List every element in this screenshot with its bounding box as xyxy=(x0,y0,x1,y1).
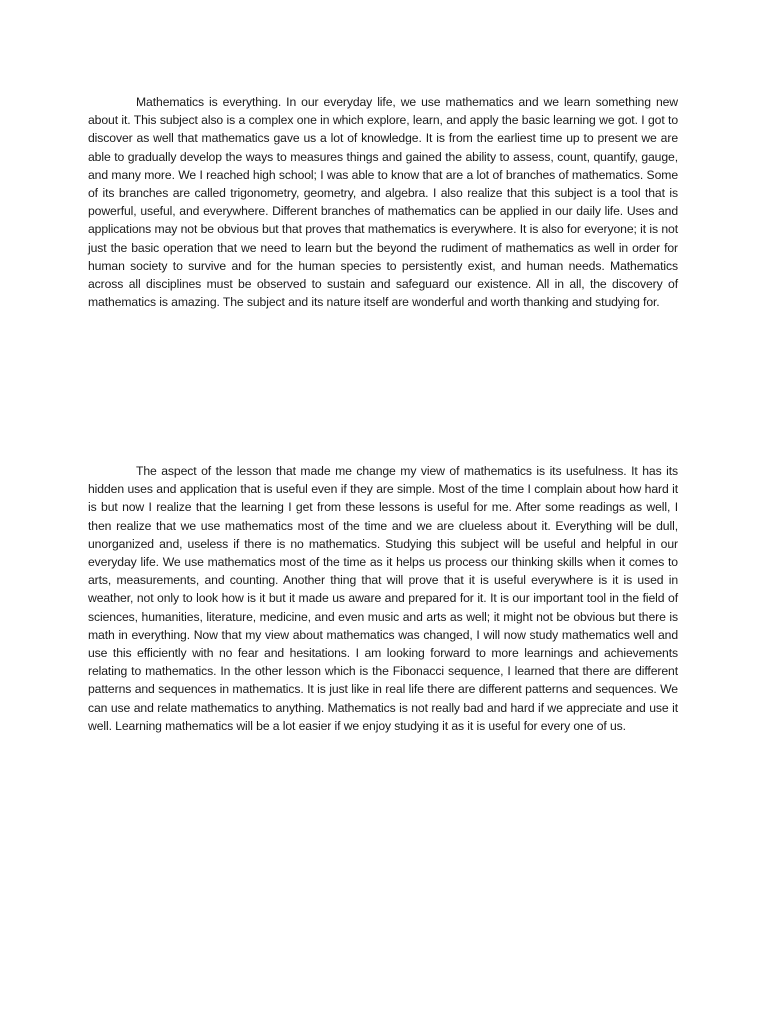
paragraph-2: The aspect of the lesson that made me change my view of mathematics is its usefulness. It has its hidden uses and application that is useful even if they are simple. Most of the time I complain about how hard it is but now I realize that the learning I get from these lessons is useful for me. After some readings as well, I then realize that we use mathematics most of the time and we are clueless about it. Everything will be dull, unorganized and, useless if there is no mathematics. Studying this subject will be useful and helpful in our everyday life. We use mathematics most of the time as it helps us process our thinking skills when it comes to arts, measurements, and counting. Another thing that will prove that it is useful everywhere is it is used in weather, not only to look how is it but it made us aware and prepared for it. It is our important tool in the field of sciences, humanities, literature, medicine, and even music and arts as well; it might not be obvious but there is math in everything. Now that my view about mathematics was changed, I will now study mathematics well and use this efficiently with no fear and hesitations. I am looking forward to more learnings and achievements relating to mathematics. In the other lesson which is the Fibonacci sequence, I learned that there are different patterns and sequences in mathematics. It is just like in real life there are different patterns and sequences. We can use and relate mathematics to anything. Mathematics is not really bad and hard if we appreciate and use it well. Learning mathematics will be a lot easier if we enjoy studying it as it is useful for every one of us. xyxy=(88,464,678,733)
paragraph-1: Mathematics is everything. In our everyday life, we use mathematics and we learn something new about it. This subject also is a complex one in which explore, learn, and apply the basic learning we got. I got to discover as well that mathematics gave us a lot of knowledge. It is from the earliest time up to present we are able to gradually develop the ways to measures things and gained the ability to assess, count, quantify, gauge, and many more. We I reached high school; I was able to know that are a lot of branches of mathematics. Some of its branches are called trigonometry, geometry, and algebra. I also realize that this subject is a tool that is powerful, useful, and everywhere. Different branches of mathematics can be applied in our daily life. Uses and applications may not be obvious but that proves that mathematics is everywhere. It is also for everyone; it is not just the basic operation that we need to learn but the beyond the rudiment of mathematics as well in order for human society to survive and for the human species to persistently exist, and human needs. Mathematics across all disciplines must be observed to sustain and safeguard our existence. All in all, the discovery of mathematics is amazing. The subject and its nature itself are wonderful and worth thanking and studying for. xyxy=(88,95,678,310)
